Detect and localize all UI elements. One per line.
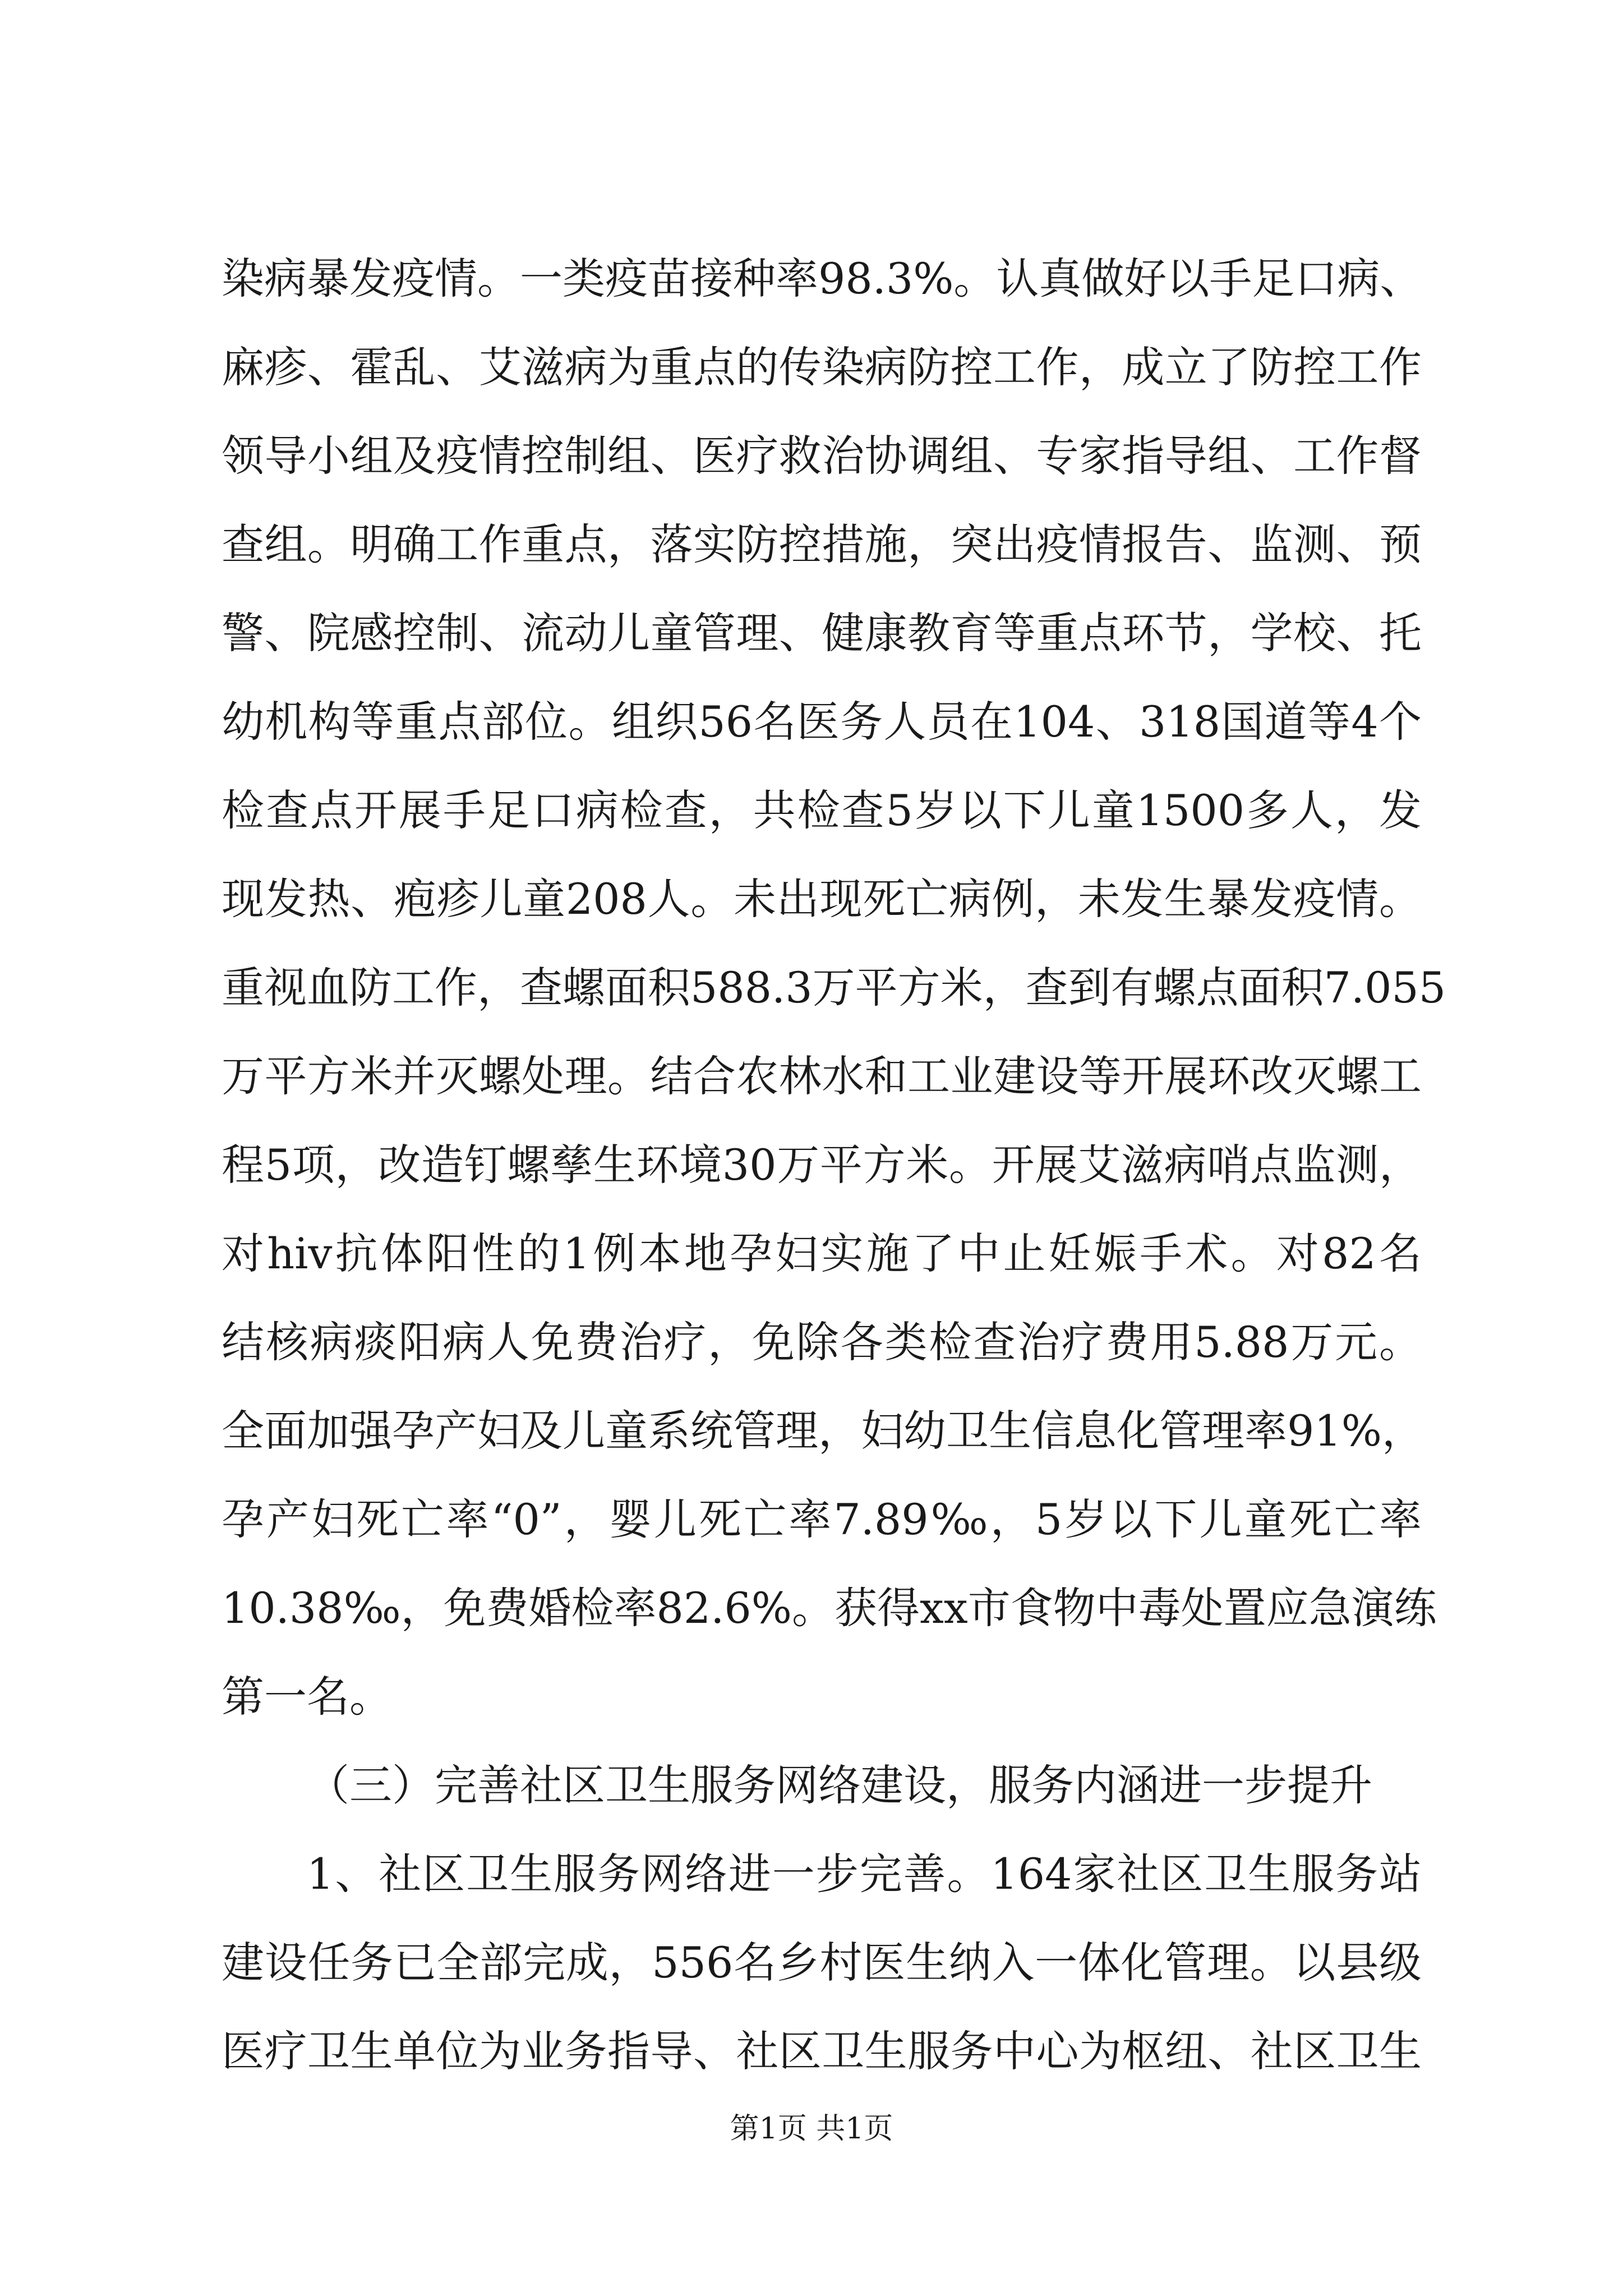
- text-line: 建设任务已全部完成，556名乡村医生纳入一体化管理。以县级: [222, 1938, 1422, 1987]
- text-line: 全面加强孕产妇及儿童系统管理，妇幼卫生信息化管理率91%，: [222, 1406, 1424, 1456]
- section-heading: （三）完善社区卫生服务网络建设，服务内涵进一步提升: [307, 1760, 1372, 1810]
- text-line: 警、院感控制、流动儿童管理、健康教育等重点环节，学校、托: [222, 608, 1422, 658]
- text-line: 对hiv抗体阳性的1例本地孕妇实施了中止妊娠手术。对82名: [222, 1228, 1422, 1278]
- text-line: 检查点开展手足口病检查，共检查5岁以下儿童1500多人，发: [222, 785, 1422, 835]
- text-line: 第一名。: [222, 1672, 392, 1722]
- text-line: 10.38‰，免费婚检率82.6%。获得xx市食物中毒处置应急演练: [222, 1583, 1437, 1633]
- text-line: 医疗卫生单位为业务指导、社区卫生服务中心为枢纽、社区卫生: [222, 2026, 1422, 2076]
- text-line: 现发热、疱疹儿童208人。未出现死亡病例，未发生暴发疫情。: [222, 874, 1422, 924]
- text-line: 结核病痰阳病人免费治疗，免除各类检查治疗费用5.88万元。: [222, 1317, 1422, 1367]
- text-line: 查组。明确工作重点，落实防控措施，突出疫情报告、监测、预: [222, 519, 1422, 569]
- text-line: 1、社区卫生服务网络进一步完善。164家社区卫生服务站: [307, 1849, 1422, 1899]
- text-line: 染病暴发疫情。一类疫苗接种率98.3%。认真做好以手足口病、: [222, 254, 1423, 303]
- text-line: 万平方米并灭螺处理。结合农林水和工业建设等开展环改灭螺工: [222, 1051, 1422, 1101]
- document-body: [222, 234, 1446, 2096]
- text-line: 麻疹、霍乱、艾滋病为重点的传染病防控工作，成立了防控工作: [222, 342, 1422, 392]
- text-line: 重视血防工作，查螺面积588.3万平方米，查到有螺点面积7.055: [222, 963, 1446, 1013]
- text-line: 程5项，改造钉螺孳生环境30万平方米。开展艾滋病哨点监测，: [222, 1140, 1422, 1190]
- text-line: 幼机构等重点部位。组织56名医务人员在104、318国道等4个: [222, 697, 1422, 747]
- text-line: 领导小组及疫情控制组、医疗救治协调组、专家指导组、工作督: [222, 431, 1422, 481]
- page-footer: 第1页 共1页: [730, 2112, 893, 2146]
- text-line: 孕产妇死亡率“0”，婴儿死亡率7.89‰，5岁以下儿童死亡率: [222, 1494, 1422, 1544]
